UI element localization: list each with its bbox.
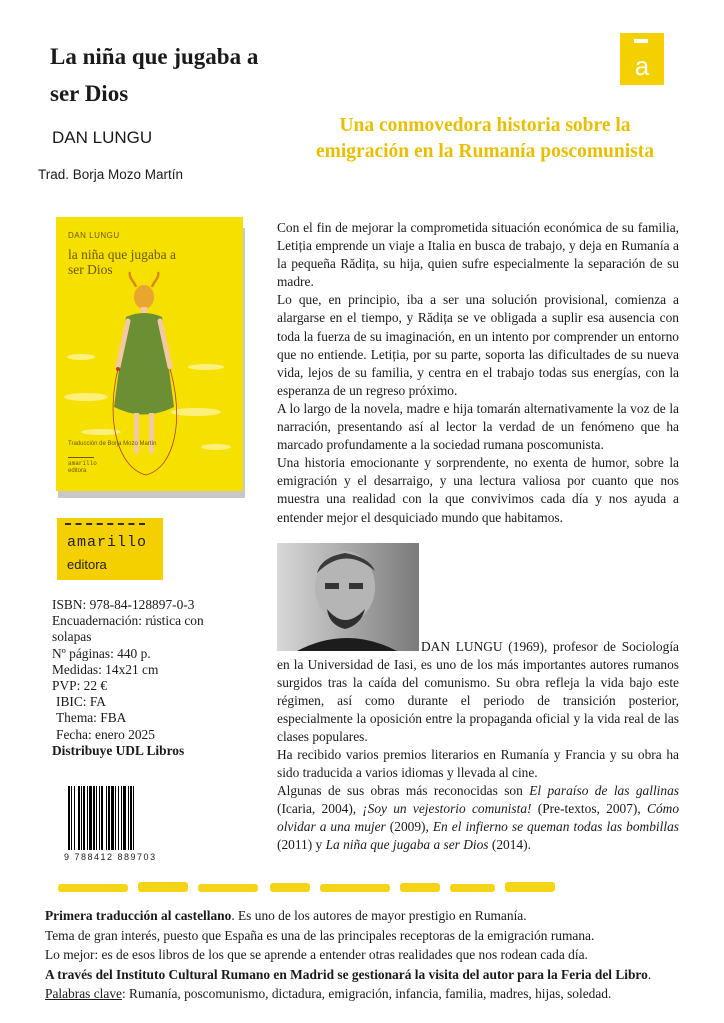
book-translator: Trad. Borja Mozo Martín [38, 167, 184, 182]
meta-price: PVP: 22 € [52, 678, 108, 694]
meta-ibic: IBIC: FA [56, 694, 106, 710]
work-info: (Icaria, 2004), [277, 801, 363, 816]
bio-paragraph: DAN LUNGU (1969), profesor de Sociología en la Universidad de Iasi, es uno de los más importantes autores rumanos surgidos tras la caída del comunismo. Su obra refleja la vida bajo este régimen, así como durante el periodo de transición posterior, especialmente la oposición entre la propaganda oficial y la vida real de las clases populares. [277, 639, 679, 744]
meta-size: Medidas: 14x21 cm [52, 661, 159, 677]
book-title: La niña que jugaba a ser Dios [50, 44, 259, 106]
bio-works [277, 782, 679, 854]
publisher-name: amarillo [67, 534, 148, 551]
bio-paragraph: Ha recibido varios premios literarios en Rumanía y Francia y su obra ha sido traducida a varios idiomas y llevada al cine. [277, 747, 679, 780]
tagline: Una conmovedora historia sobre la emigración en la Rumanía poscomunista [315, 115, 654, 162]
cover-publisher: amarillo [68, 460, 97, 467]
publisher-logo [620, 33, 664, 85]
footer-highlight: Primera traducción al castellano [45, 908, 232, 923]
work-title: Cómo olvidar a una mujer [277, 801, 680, 834]
meta-pages: Nº páginas: 440 p. [52, 645, 151, 661]
cover-publisher-sub: editora [68, 468, 87, 474]
footer-text: . [647, 966, 652, 982]
barcode-number: 9 788412 889703 [64, 852, 157, 862]
footer-highlights [45, 906, 685, 1004]
logo-letter: a [634, 51, 650, 81]
work-info: (Pre-textos, 2007), [531, 801, 648, 816]
work-title: ¡Soy un vejestorio comunista! [362, 801, 532, 816]
publisher-subname: editora [67, 557, 107, 572]
meta-binding: Encuadernación: rústica con solapas [52, 613, 204, 645]
author-photo [277, 543, 419, 651]
book-metadata [52, 597, 232, 759]
work-info: (2014). [488, 837, 531, 852]
keywords-list: : Rumanía, poscomunismo, dictadura, emigración, infancia, familia, madres, hijas, soledad. [121, 986, 612, 1001]
footer-line: Tema de gran interés, puesto que España es una de las principales receptoras de la emigración rumana. [45, 927, 595, 943]
description-paragraph: Lo que, en principio, iba a ser una solución provisional, comienza a alargarse en el tiempo, y Rădița se ve obligada a suplir esa ausencia con toda la fuerza de su imaginación, en un intento por comprender un entorno que no entiende. Letiția, por su parte, soporta las dificultades de su nueva vida, lejos de su familia, y centra en el trabajo todas sus energías, con la esperanza de un regreso próximo. [277, 292, 679, 398]
author-portrait-image [277, 543, 419, 651]
meta-date: Fecha: enero 2025 [56, 726, 155, 742]
cover-translator: Traducción de Borja Mozo Martín [68, 441, 157, 447]
footer-keywords [45, 984, 685, 1004]
work-title: La niña que jugaba a ser Dios [325, 837, 489, 852]
work-info: (2009), [385, 819, 433, 834]
work-info: (2011) y [277, 837, 326, 852]
footer-line: Lo mejor: es de esos libros de los que se aprende a entender otras realidades que nos rodean cada día. [45, 947, 588, 962]
footer-text: . Es uno de los autores de mayor prestigio en Rumanía. [231, 908, 527, 923]
footer-line [45, 965, 685, 985]
cover-divider [68, 457, 94, 458]
book-author: DAN LUNGU [52, 128, 153, 147]
logo-dots-icon [634, 39, 648, 43]
description-paragraph: A lo largo de la novela, madre e hija tomarán alternativamente la voz de la narración, presentando así al lector la verdad de un fenómeno que ha marcado profundamente a la sociedad rumana poscomunista. [277, 400, 679, 453]
description-paragraph: Con el fin de mejorar la comprometida situación económica de su familia, Letiția emprende un viaje a Italia en busca de trabajo, y deja en Rumanía a la pequeña Rădița, su hija, quien sufre especialmente la separación de su madre. [277, 220, 679, 290]
book-description [277, 219, 679, 527]
work-title: En el infierno se queman todas las bombillas [432, 819, 679, 834]
description-paragraph: Una historia emocionante y sorprendente, no exenta de humor, sobre la emigración y el desarraigo, y una lectura valiosa por cuanto que nos muestra una realidad con la que convivimos cada día y nos ayuda a entender mejor el desquiciado mundo que habitamos. [277, 455, 679, 525]
cover-title: la niña que jugaba a ser Dios [68, 247, 176, 277]
book-cover [56, 217, 243, 491]
author-bio [277, 638, 679, 854]
bio-works-intro: Algunas de sus obras más reconocidas son [277, 783, 530, 798]
meta-isbn: ISBN: 978-84-128897-0-3 [52, 597, 195, 612]
work-title: El paraíso de las gallinas [529, 783, 679, 798]
publisher-badge [57, 518, 163, 580]
meta-distributor: Distribuye UDL Libros [52, 742, 185, 758]
footer-highlight: A través del Instituto Cultural Rumano en Madrid se gestionará la visita del autor para la Feria del Libro [45, 966, 648, 982]
footer-line [45, 906, 685, 926]
isbn-barcode [58, 786, 158, 856]
decorative-strip [58, 880, 558, 894]
badge-divider [65, 523, 145, 525]
meta-thema: Thema: FBA [56, 710, 127, 726]
cover-author: DAN LUNGU [68, 231, 120, 240]
keywords-label: Palabras clave [45, 986, 122, 1001]
